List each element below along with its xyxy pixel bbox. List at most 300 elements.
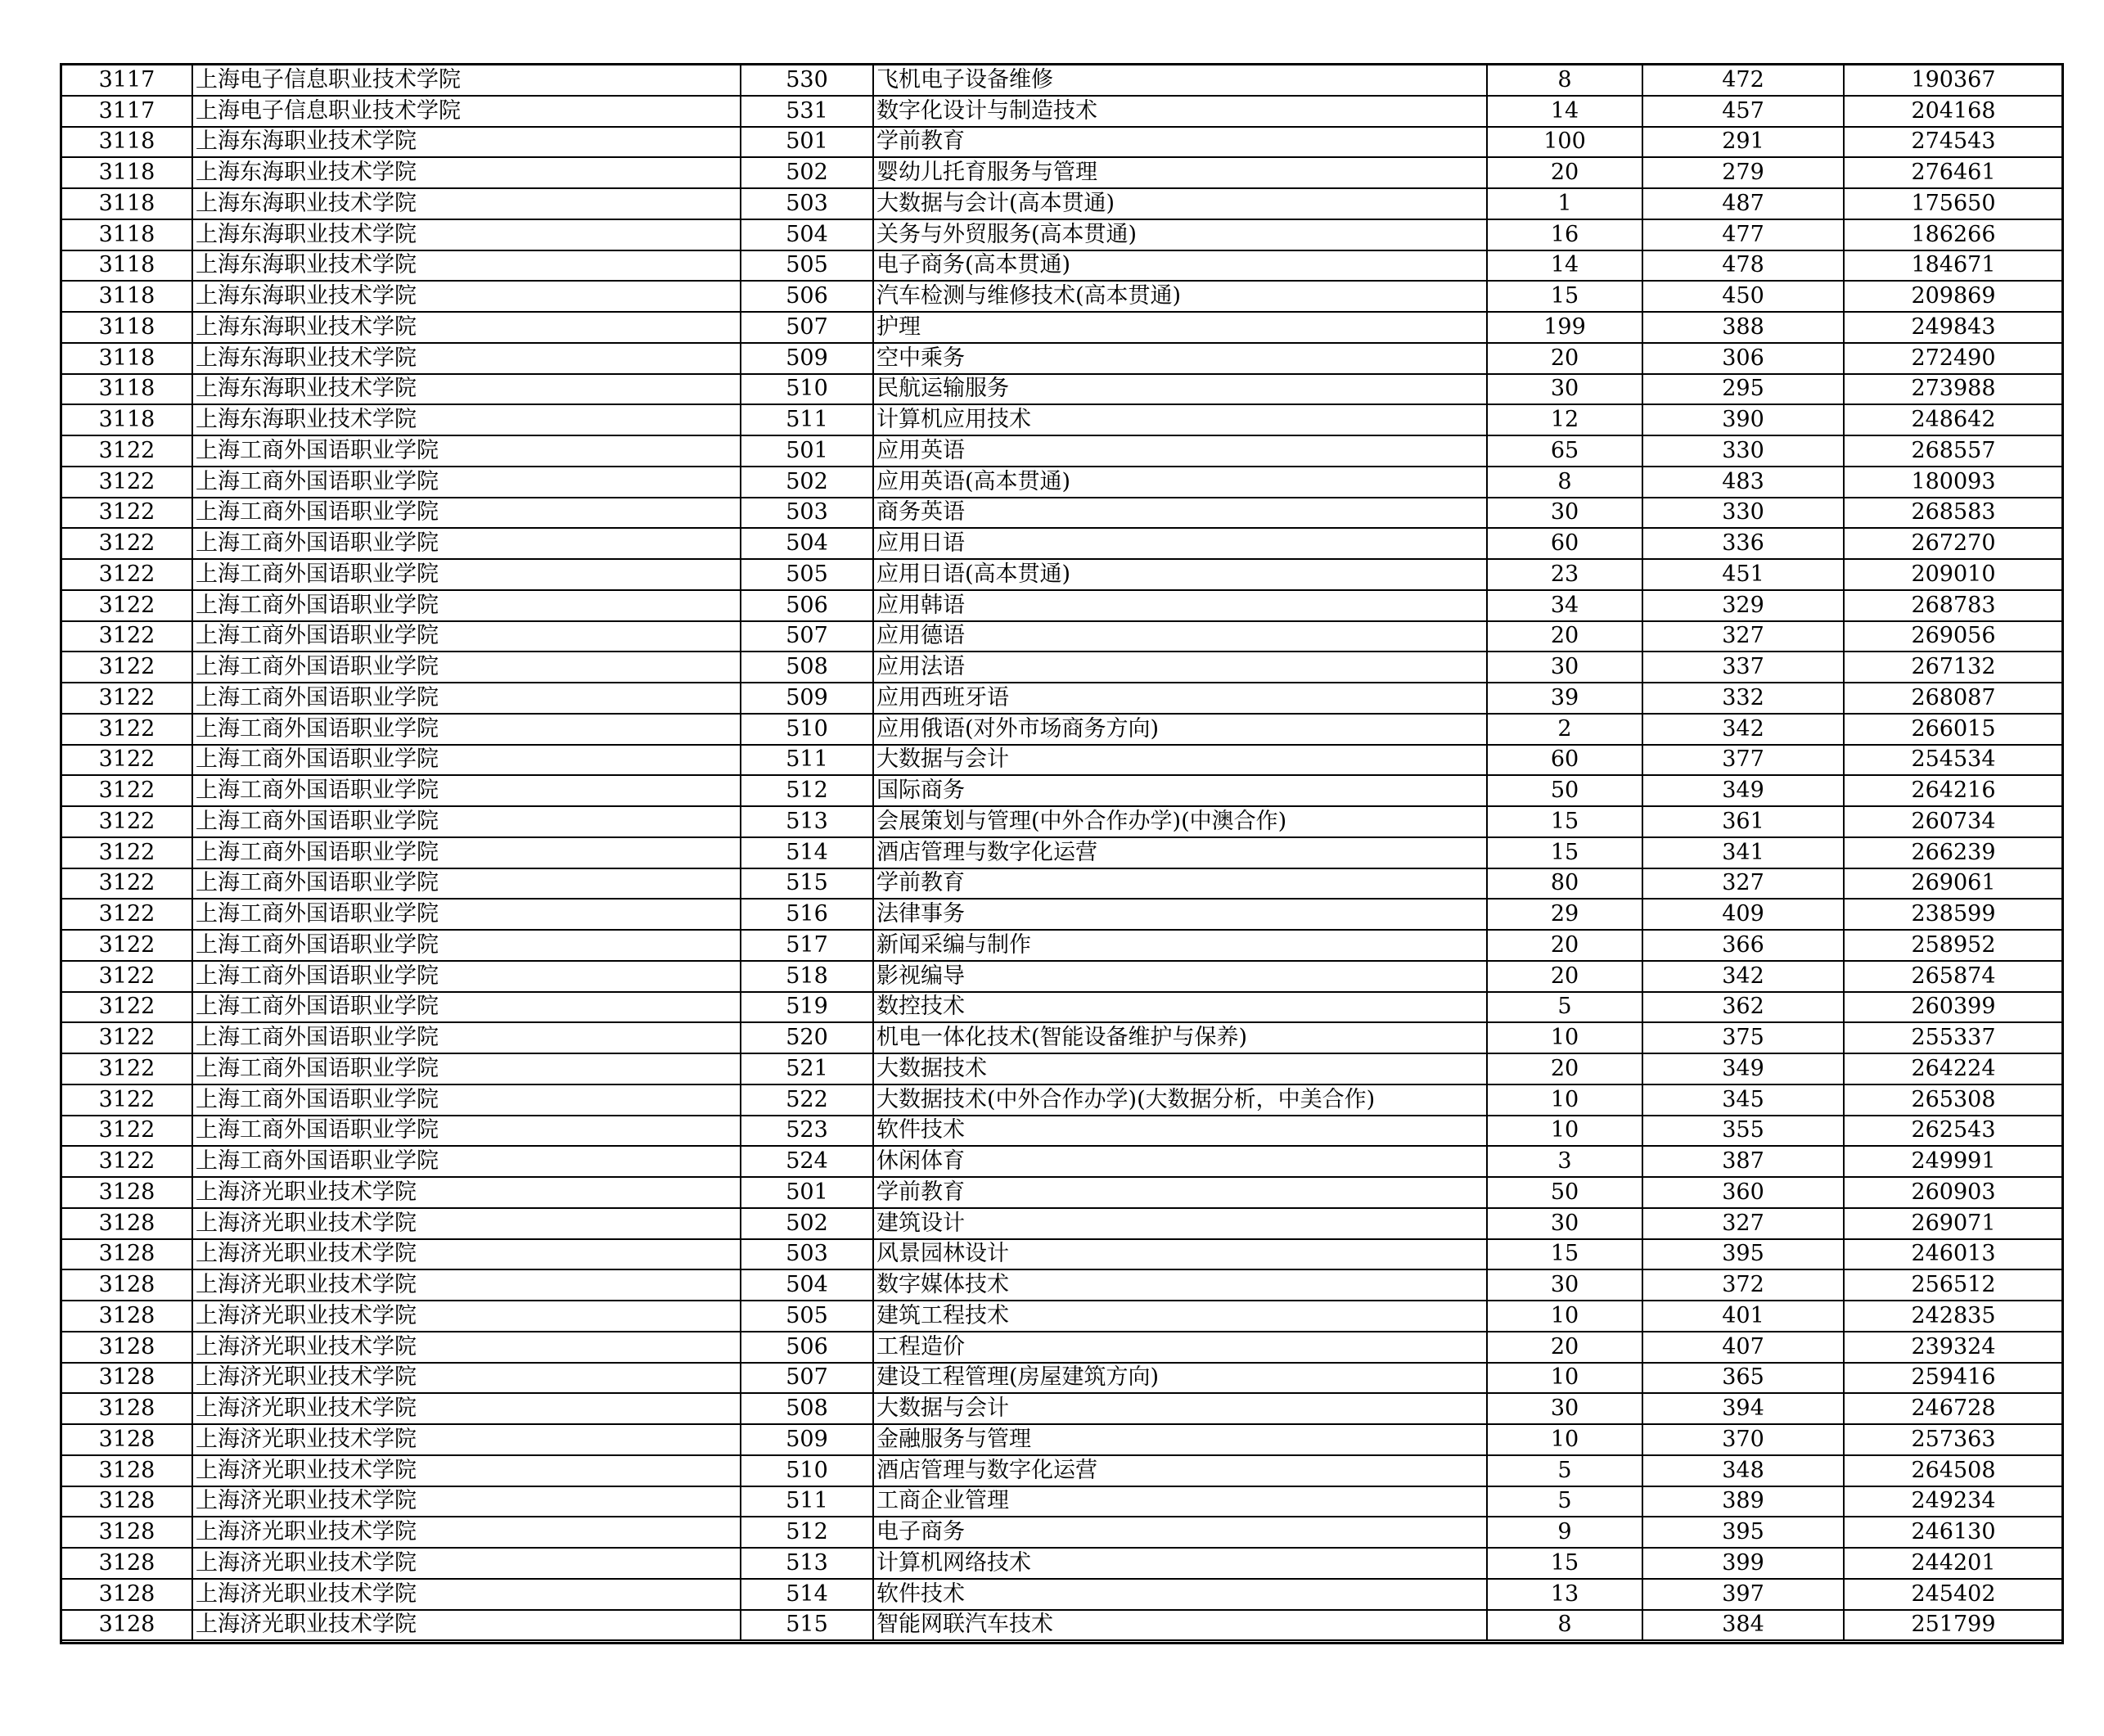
school-name-cell: 上海工商外国语职业学院 bbox=[192, 745, 741, 776]
school-name-cell: 上海东海职业技术学院 bbox=[192, 374, 741, 405]
rank-cell: 264224 bbox=[1844, 1053, 2063, 1084]
school-code-cell: 3122 bbox=[61, 590, 192, 621]
plan-count-cell: 10 bbox=[1487, 1301, 1642, 1332]
major-name-cell: 建筑设计 bbox=[873, 1208, 1487, 1239]
rank-cell: 180093 bbox=[1844, 467, 2063, 498]
major-name-cell: 影视编导 bbox=[873, 961, 1487, 992]
min-score-cell: 389 bbox=[1642, 1486, 1844, 1517]
rank-cell: 268583 bbox=[1844, 498, 2063, 529]
table-row bbox=[61, 498, 2063, 529]
school-name-cell: 上海工商外国语职业学院 bbox=[192, 837, 741, 868]
table-row bbox=[61, 559, 2063, 590]
plan-count-cell: 14 bbox=[1487, 250, 1642, 282]
major-name-cell: 应用俄语(对外市场商务方向) bbox=[873, 714, 1487, 745]
school-name-cell: 上海东海职业技术学院 bbox=[192, 188, 741, 219]
school-code-cell: 3122 bbox=[61, 528, 192, 559]
plan-count-cell: 30 bbox=[1487, 1393, 1642, 1424]
school-code-cell: 3128 bbox=[61, 1610, 192, 1641]
major-name-cell: 护理 bbox=[873, 312, 1487, 343]
school-name-cell: 上海工商外国语职业学院 bbox=[192, 1146, 741, 1177]
major-code-cell: 511 bbox=[741, 404, 873, 435]
plan-count-cell: 12 bbox=[1487, 404, 1642, 435]
min-score-cell: 327 bbox=[1642, 1208, 1844, 1239]
major-code-cell: 504 bbox=[741, 219, 873, 250]
rank-cell: 262543 bbox=[1844, 1116, 2063, 1147]
school-code-cell: 3128 bbox=[61, 1363, 192, 1394]
major-code-cell: 512 bbox=[741, 1517, 873, 1548]
major-code-cell: 509 bbox=[741, 343, 873, 374]
table-row bbox=[61, 127, 2063, 158]
school-code-cell: 3128 bbox=[61, 1239, 192, 1270]
major-name-cell: 数控技术 bbox=[873, 992, 1487, 1023]
major-code-cell: 502 bbox=[741, 157, 873, 188]
school-code-cell: 3122 bbox=[61, 745, 192, 776]
major-name-cell: 应用德语 bbox=[873, 621, 1487, 652]
rank-cell: 269061 bbox=[1844, 868, 2063, 900]
major-code-cell: 510 bbox=[741, 374, 873, 405]
rank-cell: 274543 bbox=[1844, 127, 2063, 158]
major-code-cell: 522 bbox=[741, 1084, 873, 1116]
table-row bbox=[61, 652, 2063, 683]
rank-cell: 246130 bbox=[1844, 1517, 2063, 1548]
school-code-cell: 3128 bbox=[61, 1486, 192, 1517]
school-code-cell: 3118 bbox=[61, 250, 192, 282]
school-name-cell: 上海济光职业技术学院 bbox=[192, 1363, 741, 1394]
major-code-cell: 515 bbox=[741, 1610, 873, 1641]
major-name-cell: 商务英语 bbox=[873, 498, 1487, 529]
major-name-cell: 工程造价 bbox=[873, 1332, 1487, 1363]
school-name-cell: 上海济光职业技术学院 bbox=[192, 1332, 741, 1363]
major-code-cell: 507 bbox=[741, 621, 873, 652]
school-name-cell: 上海工商外国语职业学院 bbox=[192, 714, 741, 745]
school-code-cell: 3128 bbox=[61, 1517, 192, 1548]
min-score-cell: 332 bbox=[1642, 683, 1844, 714]
major-name-cell: 智能网联汽车技术 bbox=[873, 1610, 1487, 1641]
major-code-cell: 509 bbox=[741, 683, 873, 714]
school-code-cell: 3122 bbox=[61, 714, 192, 745]
major-name-cell: 计算机应用技术 bbox=[873, 404, 1487, 435]
school-code-cell: 3122 bbox=[61, 1022, 192, 1053]
rank-cell: 257363 bbox=[1844, 1424, 2063, 1455]
major-name-cell: 数字化设计与制造技术 bbox=[873, 96, 1487, 127]
plan-count-cell: 20 bbox=[1487, 621, 1642, 652]
rank-cell: 249234 bbox=[1844, 1486, 2063, 1517]
rank-cell: 268557 bbox=[1844, 435, 2063, 467]
min-score-cell: 372 bbox=[1642, 1269, 1844, 1301]
min-score-cell: 360 bbox=[1642, 1177, 1844, 1208]
major-code-cell: 508 bbox=[741, 652, 873, 683]
rank-cell: 265308 bbox=[1844, 1084, 2063, 1116]
major-code-cell: 506 bbox=[741, 1332, 873, 1363]
major-name-cell: 应用英语(高本贯通) bbox=[873, 467, 1487, 498]
major-code-cell: 515 bbox=[741, 868, 873, 900]
major-name-cell: 国际商务 bbox=[873, 775, 1487, 806]
major-code-cell: 507 bbox=[741, 312, 873, 343]
school-code-cell: 3118 bbox=[61, 219, 192, 250]
major-code-cell: 510 bbox=[741, 1455, 873, 1486]
rank-cell: 244201 bbox=[1844, 1548, 2063, 1579]
min-score-cell: 329 bbox=[1642, 590, 1844, 621]
plan-count-cell: 20 bbox=[1487, 157, 1642, 188]
school-name-cell: 上海工商外国语职业学院 bbox=[192, 930, 741, 961]
major-code-cell: 504 bbox=[741, 528, 873, 559]
major-name-cell: 酒店管理与数字化运营 bbox=[873, 837, 1487, 868]
major-name-cell: 空中乘务 bbox=[873, 343, 1487, 374]
rank-cell: 254534 bbox=[1844, 745, 2063, 776]
min-score-cell: 401 bbox=[1642, 1301, 1844, 1332]
min-score-cell: 355 bbox=[1642, 1116, 1844, 1147]
table-row bbox=[61, 157, 2063, 188]
table-row bbox=[61, 281, 2063, 312]
school-code-cell: 3118 bbox=[61, 157, 192, 188]
school-name-cell: 上海东海职业技术学院 bbox=[192, 343, 741, 374]
min-score-cell: 394 bbox=[1642, 1393, 1844, 1424]
major-code-cell: 518 bbox=[741, 961, 873, 992]
table-row bbox=[61, 714, 2063, 745]
rank-cell: 260903 bbox=[1844, 1177, 2063, 1208]
school-name-cell: 上海工商外国语职业学院 bbox=[192, 467, 741, 498]
table-row bbox=[61, 992, 2063, 1023]
min-score-cell: 295 bbox=[1642, 374, 1844, 405]
major-name-cell: 应用韩语 bbox=[873, 590, 1487, 621]
major-code-cell: 511 bbox=[741, 1486, 873, 1517]
major-name-cell: 酒店管理与数字化运营 bbox=[873, 1455, 1487, 1486]
table-row bbox=[61, 312, 2063, 343]
school-code-cell: 3122 bbox=[61, 621, 192, 652]
table-row bbox=[61, 745, 2063, 776]
major-code-cell: 505 bbox=[741, 250, 873, 282]
school-name-cell: 上海工商外国语职业学院 bbox=[192, 1084, 741, 1116]
table-row bbox=[61, 435, 2063, 467]
school-name-cell: 上海工商外国语职业学院 bbox=[192, 1053, 741, 1084]
min-score-cell: 306 bbox=[1642, 343, 1844, 374]
plan-count-cell: 30 bbox=[1487, 498, 1642, 529]
school-code-cell: 3122 bbox=[61, 652, 192, 683]
school-code-cell: 3122 bbox=[61, 868, 192, 900]
rank-cell: 269056 bbox=[1844, 621, 2063, 652]
rank-cell: 204168 bbox=[1844, 96, 2063, 127]
major-code-cell: 512 bbox=[741, 775, 873, 806]
major-code-cell: 501 bbox=[741, 1177, 873, 1208]
major-code-cell: 503 bbox=[741, 188, 873, 219]
major-name-cell: 汽车检测与维修技术(高本贯通) bbox=[873, 281, 1487, 312]
table-row bbox=[61, 1455, 2063, 1486]
major-name-cell: 学前教育 bbox=[873, 1177, 1487, 1208]
min-score-cell: 377 bbox=[1642, 745, 1844, 776]
major-name-cell: 新闻采编与制作 bbox=[873, 930, 1487, 961]
min-score-cell: 390 bbox=[1642, 404, 1844, 435]
table-row bbox=[61, 621, 2063, 652]
min-score-cell: 361 bbox=[1642, 806, 1844, 837]
min-score-cell: 399 bbox=[1642, 1548, 1844, 1579]
school-code-cell: 3118 bbox=[61, 188, 192, 219]
plan-count-cell: 14 bbox=[1487, 96, 1642, 127]
school-name-cell: 上海工商外国语职业学院 bbox=[192, 528, 741, 559]
table-row bbox=[61, 1208, 2063, 1239]
major-name-cell: 关务与外贸服务(高本贯通) bbox=[873, 219, 1487, 250]
min-score-cell: 365 bbox=[1642, 1363, 1844, 1394]
min-score-cell: 362 bbox=[1642, 992, 1844, 1023]
major-code-cell: 521 bbox=[741, 1053, 873, 1084]
school-name-cell: 上海东海职业技术学院 bbox=[192, 404, 741, 435]
min-score-cell: 342 bbox=[1642, 714, 1844, 745]
school-name-cell: 上海东海职业技术学院 bbox=[192, 127, 741, 158]
school-name-cell: 上海济光职业技术学院 bbox=[192, 1455, 741, 1486]
table-row bbox=[61, 683, 2063, 714]
plan-count-cell: 60 bbox=[1487, 528, 1642, 559]
major-code-cell: 503 bbox=[741, 1239, 873, 1270]
major-code-cell: 516 bbox=[741, 899, 873, 930]
major-name-cell: 电子商务(高本贯通) bbox=[873, 250, 1487, 282]
table-row bbox=[61, 404, 2063, 435]
school-code-cell: 3122 bbox=[61, 806, 192, 837]
school-name-cell: 上海济光职业技术学院 bbox=[192, 1301, 741, 1332]
rank-cell: 269071 bbox=[1844, 1208, 2063, 1239]
major-code-cell: 513 bbox=[741, 1548, 873, 1579]
min-score-cell: 397 bbox=[1642, 1579, 1844, 1610]
school-name-cell: 上海电子信息职业技术学院 bbox=[192, 96, 741, 127]
plan-count-cell: 30 bbox=[1487, 1208, 1642, 1239]
major-code-cell: 501 bbox=[741, 127, 873, 158]
min-score-cell: 348 bbox=[1642, 1455, 1844, 1486]
table-row bbox=[61, 1548, 2063, 1579]
school-name-cell: 上海工商外国语职业学院 bbox=[192, 559, 741, 590]
major-code-cell: 519 bbox=[741, 992, 873, 1023]
plan-count-cell: 34 bbox=[1487, 590, 1642, 621]
major-code-cell: 502 bbox=[741, 467, 873, 498]
plan-count-cell: 30 bbox=[1487, 374, 1642, 405]
rank-cell: 248642 bbox=[1844, 404, 2063, 435]
table-row bbox=[61, 343, 2063, 374]
plan-count-cell: 50 bbox=[1487, 775, 1642, 806]
major-name-cell: 飞机电子设备维修 bbox=[873, 65, 1487, 96]
major-name-cell: 会展策划与管理(中外合作办学)(中澳合作) bbox=[873, 806, 1487, 837]
major-name-cell: 数字媒体技术 bbox=[873, 1269, 1487, 1301]
major-code-cell: 508 bbox=[741, 1393, 873, 1424]
major-name-cell: 休闲体育 bbox=[873, 1146, 1487, 1177]
plan-count-cell: 5 bbox=[1487, 1486, 1642, 1517]
major-code-cell: 504 bbox=[741, 1269, 873, 1301]
plan-count-cell: 29 bbox=[1487, 899, 1642, 930]
school-code-cell: 3118 bbox=[61, 374, 192, 405]
school-code-cell: 3122 bbox=[61, 992, 192, 1023]
school-name-cell: 上海工商外国语职业学院 bbox=[192, 1022, 741, 1053]
plan-count-cell: 15 bbox=[1487, 1239, 1642, 1270]
min-score-cell: 327 bbox=[1642, 621, 1844, 652]
major-name-cell: 风景园林设计 bbox=[873, 1239, 1487, 1270]
min-score-cell: 388 bbox=[1642, 312, 1844, 343]
plan-count-cell: 10 bbox=[1487, 1424, 1642, 1455]
table-row bbox=[61, 1053, 2063, 1084]
table-row bbox=[61, 1301, 2063, 1332]
table-row bbox=[61, 775, 2063, 806]
rank-cell: 259416 bbox=[1844, 1363, 2063, 1394]
plan-count-cell: 60 bbox=[1487, 745, 1642, 776]
min-score-cell: 407 bbox=[1642, 1332, 1844, 1363]
rank-cell: 276461 bbox=[1844, 157, 2063, 188]
school-name-cell: 上海济光职业技术学院 bbox=[192, 1393, 741, 1424]
min-score-cell: 345 bbox=[1642, 1084, 1844, 1116]
plan-count-cell: 65 bbox=[1487, 435, 1642, 467]
major-code-cell: 505 bbox=[741, 559, 873, 590]
school-code-cell: 3117 bbox=[61, 96, 192, 127]
table-row bbox=[61, 219, 2063, 250]
major-name-cell: 工商企业管理 bbox=[873, 1486, 1487, 1517]
min-score-cell: 291 bbox=[1642, 127, 1844, 158]
major-name-cell: 计算机网络技术 bbox=[873, 1548, 1487, 1579]
min-score-cell: 472 bbox=[1642, 65, 1844, 96]
school-code-cell: 3122 bbox=[61, 467, 192, 498]
major-name-cell: 应用英语 bbox=[873, 435, 1487, 467]
min-score-cell: 341 bbox=[1642, 837, 1844, 868]
major-name-cell: 学前教育 bbox=[873, 868, 1487, 900]
min-score-cell: 387 bbox=[1642, 1146, 1844, 1177]
table-row bbox=[61, 1610, 2063, 1641]
plan-count-cell: 5 bbox=[1487, 1455, 1642, 1486]
plan-count-cell: 20 bbox=[1487, 961, 1642, 992]
min-score-cell: 327 bbox=[1642, 868, 1844, 900]
table-row bbox=[61, 837, 2063, 868]
major-code-cell: 520 bbox=[741, 1022, 873, 1053]
school-name-cell: 上海工商外国语职业学院 bbox=[192, 868, 741, 900]
school-name-cell: 上海济光职业技术学院 bbox=[192, 1239, 741, 1270]
major-name-cell: 电子商务 bbox=[873, 1517, 1487, 1548]
school-name-cell: 上海济光职业技术学院 bbox=[192, 1208, 741, 1239]
rank-cell: 246013 bbox=[1844, 1239, 2063, 1270]
school-code-cell: 3128 bbox=[61, 1579, 192, 1610]
major-name-cell: 机电一体化技术(智能设备维护与保养) bbox=[873, 1022, 1487, 1053]
plan-count-cell: 10 bbox=[1487, 1363, 1642, 1394]
rank-cell: 265874 bbox=[1844, 961, 2063, 992]
school-code-cell: 3122 bbox=[61, 559, 192, 590]
rank-cell: 264216 bbox=[1844, 775, 2063, 806]
major-code-cell: 506 bbox=[741, 590, 873, 621]
rank-cell: 272490 bbox=[1844, 343, 2063, 374]
plan-count-cell: 20 bbox=[1487, 930, 1642, 961]
rank-cell: 239324 bbox=[1844, 1332, 2063, 1363]
rank-cell: 260399 bbox=[1844, 992, 2063, 1023]
school-code-cell: 3122 bbox=[61, 837, 192, 868]
plan-count-cell: 15 bbox=[1487, 281, 1642, 312]
school-name-cell: 上海工商外国语职业学院 bbox=[192, 590, 741, 621]
min-score-cell: 349 bbox=[1642, 1053, 1844, 1084]
school-code-cell: 3122 bbox=[61, 899, 192, 930]
school-code-cell: 3128 bbox=[61, 1269, 192, 1301]
major-name-cell: 大数据技术 bbox=[873, 1053, 1487, 1084]
min-score-cell: 370 bbox=[1642, 1424, 1844, 1455]
major-name-cell: 应用法语 bbox=[873, 652, 1487, 683]
school-code-cell: 3117 bbox=[61, 65, 192, 96]
plan-count-cell: 3 bbox=[1487, 1146, 1642, 1177]
major-code-cell: 513 bbox=[741, 806, 873, 837]
plan-count-cell: 8 bbox=[1487, 1610, 1642, 1641]
major-name-cell: 大数据与会计 bbox=[873, 1393, 1487, 1424]
school-name-cell: 上海济光职业技术学院 bbox=[192, 1269, 741, 1301]
plan-count-cell: 100 bbox=[1487, 127, 1642, 158]
rank-cell: 255337 bbox=[1844, 1022, 2063, 1053]
major-code-cell: 502 bbox=[741, 1208, 873, 1239]
school-code-cell: 3122 bbox=[61, 1084, 192, 1116]
school-name-cell: 上海工商外国语职业学院 bbox=[192, 806, 741, 837]
school-name-cell: 上海电子信息职业技术学院 bbox=[192, 65, 741, 96]
table-row bbox=[61, 1579, 2063, 1610]
school-name-cell: 上海工商外国语职业学院 bbox=[192, 961, 741, 992]
school-name-cell: 上海工商外国语职业学院 bbox=[192, 435, 741, 467]
rank-cell: 238599 bbox=[1844, 899, 2063, 930]
major-name-cell: 大数据与会计 bbox=[873, 745, 1487, 776]
school-name-cell: 上海东海职业技术学院 bbox=[192, 312, 741, 343]
school-code-cell: 3128 bbox=[61, 1424, 192, 1455]
major-code-cell: 509 bbox=[741, 1424, 873, 1455]
plan-count-cell: 9 bbox=[1487, 1517, 1642, 1548]
plan-count-cell: 2 bbox=[1487, 714, 1642, 745]
major-name-cell: 应用日语 bbox=[873, 528, 1487, 559]
table-row bbox=[61, 1177, 2063, 1208]
school-name-cell: 上海工商外国语职业学院 bbox=[192, 992, 741, 1023]
table-row bbox=[61, 1393, 2063, 1424]
min-score-cell: 395 bbox=[1642, 1239, 1844, 1270]
plan-count-cell: 15 bbox=[1487, 1548, 1642, 1579]
major-code-cell: 510 bbox=[741, 714, 873, 745]
table-row bbox=[61, 1084, 2063, 1116]
major-code-cell: 531 bbox=[741, 96, 873, 127]
rank-cell: 267270 bbox=[1844, 528, 2063, 559]
table-row bbox=[61, 961, 2063, 992]
school-name-cell: 上海济光职业技术学院 bbox=[192, 1177, 741, 1208]
plan-count-cell: 80 bbox=[1487, 868, 1642, 900]
major-name-cell: 软件技术 bbox=[873, 1116, 1487, 1147]
school-code-cell: 3128 bbox=[61, 1301, 192, 1332]
min-score-cell: 366 bbox=[1642, 930, 1844, 961]
plan-count-cell: 10 bbox=[1487, 1022, 1642, 1053]
major-name-cell: 大数据与会计(高本贯通) bbox=[873, 188, 1487, 219]
min-score-cell: 483 bbox=[1642, 467, 1844, 498]
rank-cell: 260734 bbox=[1844, 806, 2063, 837]
school-code-cell: 3118 bbox=[61, 404, 192, 435]
school-name-cell: 上海工商外国语职业学院 bbox=[192, 899, 741, 930]
rank-cell: 245402 bbox=[1844, 1579, 2063, 1610]
school-name-cell: 上海济光职业技术学院 bbox=[192, 1579, 741, 1610]
rank-cell: 209869 bbox=[1844, 281, 2063, 312]
major-name-cell: 应用西班牙语 bbox=[873, 683, 1487, 714]
school-name-cell: 上海济光职业技术学院 bbox=[192, 1486, 741, 1517]
plan-count-cell: 39 bbox=[1487, 683, 1642, 714]
table-row bbox=[61, 1486, 2063, 1517]
plan-count-cell: 10 bbox=[1487, 1116, 1642, 1147]
school-code-cell: 3118 bbox=[61, 281, 192, 312]
plan-count-cell: 16 bbox=[1487, 219, 1642, 250]
school-name-cell: 上海工商外国语职业学院 bbox=[192, 498, 741, 529]
table-row bbox=[61, 1363, 2063, 1394]
rank-cell: 268087 bbox=[1844, 683, 2063, 714]
school-code-cell: 3118 bbox=[61, 127, 192, 158]
major-name-cell: 学前教育 bbox=[873, 127, 1487, 158]
school-code-cell: 3128 bbox=[61, 1455, 192, 1486]
major-name-cell: 应用日语(高本贯通) bbox=[873, 559, 1487, 590]
major-name-cell: 建筑工程技术 bbox=[873, 1301, 1487, 1332]
rank-cell: 175650 bbox=[1844, 188, 2063, 219]
table-row bbox=[61, 467, 2063, 498]
school-code-cell: 3122 bbox=[61, 930, 192, 961]
min-score-cell: 349 bbox=[1642, 775, 1844, 806]
table-row bbox=[61, 899, 2063, 930]
major-name-cell: 法律事务 bbox=[873, 899, 1487, 930]
rank-cell: 190367 bbox=[1844, 65, 2063, 96]
school-code-cell: 3122 bbox=[61, 1146, 192, 1177]
admission-table bbox=[61, 64, 2064, 1641]
rank-cell: 268783 bbox=[1844, 590, 2063, 621]
rank-cell: 246728 bbox=[1844, 1393, 2063, 1424]
